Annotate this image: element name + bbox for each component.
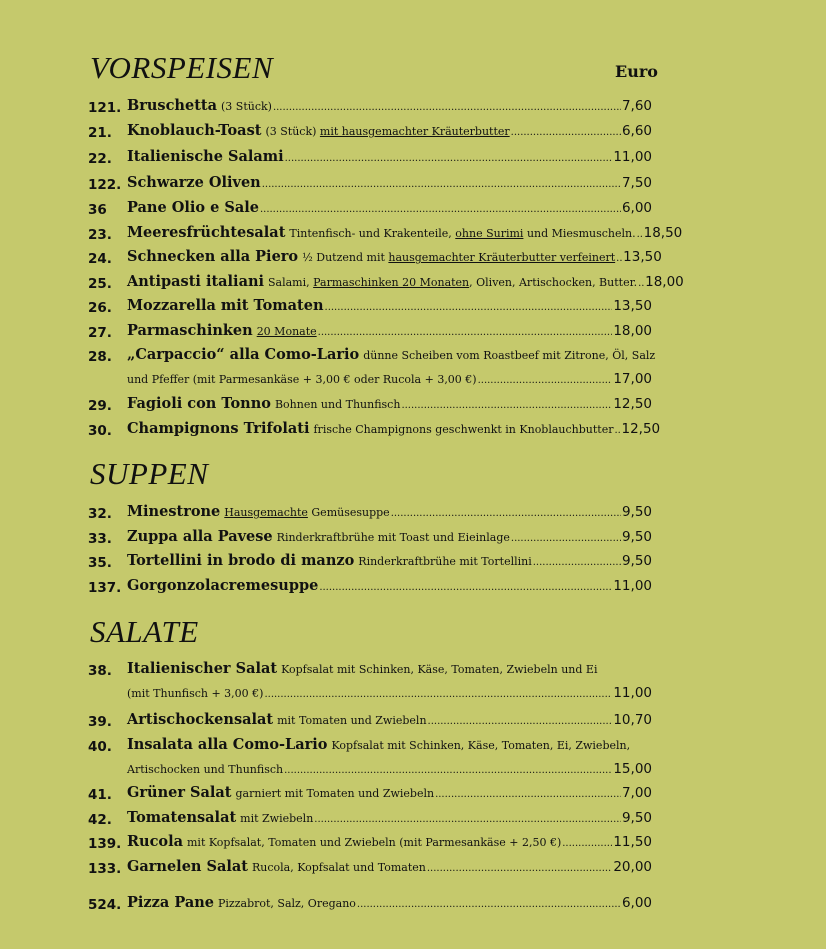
- item-price: 10,70: [613, 712, 652, 728]
- item-description: [331, 739, 630, 752]
- section-title-vorspeisen: VORSPEISEN: [90, 50, 274, 85]
- item-description: [313, 423, 613, 436]
- leader-dots: [314, 814, 621, 825]
- item-description-highlight: mit hausgemachter Kräuterbutter: [319, 125, 510, 138]
- menu-item: [88, 420, 661, 442]
- item-price: 17,00: [613, 371, 652, 387]
- item-number: 121.: [88, 100, 122, 116]
- leader-dots: [357, 899, 621, 910]
- item-number: 21.: [88, 125, 112, 141]
- leader-dots: [273, 102, 621, 113]
- item-line: [127, 833, 652, 850]
- item-line: [127, 371, 652, 387]
- item-description: [240, 812, 313, 825]
- item-name: Bruschetta: [127, 97, 217, 114]
- menu-item: [88, 784, 652, 806]
- item-description-highlight: Parmaschinken 20 Monaten: [313, 276, 470, 289]
- item-line: [127, 577, 652, 594]
- item-line: [127, 552, 652, 569]
- menu-item: [88, 552, 652, 574]
- menu-item: [88, 273, 684, 295]
- menu-item: [88, 224, 683, 246]
- item-line: [127, 148, 652, 165]
- item-price: 9,50: [621, 553, 652, 569]
- item-line: [127, 199, 652, 216]
- leader-dots: [260, 204, 621, 215]
- item-name: Zuppa alla Pavese: [127, 528, 273, 545]
- menu-item: [88, 809, 652, 831]
- item-description-highlight: ohne Surimi: [455, 227, 524, 240]
- item-description-highlight: Hausgemachte: [224, 506, 308, 519]
- leader-dots: [533, 557, 621, 568]
- menu-item: [88, 174, 652, 196]
- item-price: 20,00: [613, 859, 652, 875]
- item-number: 23.: [88, 227, 112, 243]
- item-description-text: Kopfsalat mit Schinken, Käse, Tomaten, Ei, Zwiebeln,: [331, 739, 631, 752]
- leader-dots: [318, 327, 613, 338]
- item-description-text: garniert mit Tomaten und Zwiebeln: [235, 787, 435, 800]
- leader-dots: [319, 582, 612, 593]
- item-name: Schwarze Oliven: [127, 174, 261, 191]
- item-description: [218, 897, 356, 910]
- item-description-text: Salami,: [268, 276, 310, 289]
- menu-item-continuation: [88, 685, 652, 707]
- item-name: Tomatensalat: [127, 809, 237, 826]
- item-description-text: Gemüsesuppe: [311, 506, 390, 519]
- item-price: 15,00: [613, 761, 652, 777]
- item-line: [127, 297, 652, 314]
- item-description: [363, 349, 655, 362]
- leader-dots: [637, 229, 643, 240]
- item-description: [277, 531, 510, 544]
- item-number: 24.: [88, 251, 112, 267]
- item-description-text: dünne Scheiben vom Roastbeef mit Zitrone, Öl, Salz: [363, 349, 656, 362]
- item-description-text: Bohnen und Thunfisch: [274, 398, 401, 411]
- menu-item: [88, 346, 656, 368]
- menu-item: [88, 297, 652, 319]
- leader-dots: [401, 400, 612, 411]
- item-number: 38.: [88, 663, 112, 679]
- item-price: 7,60: [621, 98, 652, 114]
- item-price: 7,50: [621, 175, 652, 191]
- leader-dots: [264, 689, 612, 700]
- item-line: [127, 736, 652, 753]
- item-line: [127, 322, 652, 339]
- leader-dots: [478, 375, 613, 386]
- item-description-text: Tintenfisch- und Krakenteile,: [289, 227, 452, 240]
- item-number: 524.: [88, 897, 122, 913]
- menu-item-continuation: [88, 371, 652, 393]
- item-description-text: ½ Dutzend mit: [302, 251, 385, 264]
- menu-item: [88, 248, 662, 270]
- item-name: Rucola: [127, 833, 183, 850]
- item-number: 28.: [88, 349, 112, 365]
- item-name: Meeresfrüchtesalat: [127, 224, 286, 241]
- item-name: Minestrone: [127, 503, 221, 520]
- item-description-text: (3 Stück): [265, 125, 317, 138]
- menu-item: [88, 528, 652, 550]
- item-description-continued: Artischocken und Thunfisch: [127, 763, 284, 776]
- item-description-text: , Oliven, Artischocken, Butter.: [469, 276, 638, 289]
- item-price: 11,00: [613, 149, 652, 165]
- item-price: 9,50: [621, 529, 652, 545]
- item-description: [224, 506, 389, 519]
- item-number: 22.: [88, 151, 112, 167]
- item-number: 40.: [88, 739, 112, 755]
- menu-item: [88, 833, 652, 855]
- item-name: Parmaschinken: [127, 322, 253, 339]
- item-line: [127, 273, 684, 290]
- item-line: [127, 858, 652, 875]
- item-description-text: Rinderkraftbrühe mit Tortellini: [358, 555, 532, 568]
- item-description: [221, 100, 272, 113]
- leader-dots: [616, 253, 622, 264]
- item-description-highlight: 20 Monate: [256, 325, 317, 338]
- item-price: 11,00: [613, 685, 652, 701]
- leader-dots: [284, 765, 612, 776]
- item-description: [289, 227, 635, 240]
- item-line: [127, 97, 652, 114]
- leader-dots: [562, 838, 612, 849]
- item-name: Pane Olio e Sale: [127, 199, 259, 216]
- item-description-text: Rucola, Kopfsalat und Tomaten: [251, 861, 426, 874]
- item-description: [281, 663, 597, 676]
- leader-dots: [262, 179, 621, 190]
- item-description: [302, 251, 615, 264]
- leader-dots: [615, 425, 621, 436]
- menu-item: [88, 322, 652, 344]
- item-line: [127, 395, 652, 412]
- item-number: 137.: [88, 580, 122, 596]
- item-name: Gorgonzolacremesuppe: [127, 577, 319, 594]
- item-description-text: mit Tomaten und Zwiebeln: [277, 714, 427, 727]
- item-name: Italienischer Salat: [127, 660, 278, 677]
- item-price: 11,00: [613, 578, 652, 594]
- menu-item: [88, 97, 652, 119]
- item-name: Knoblauch-Toast: [127, 122, 262, 139]
- item-line: [127, 784, 652, 801]
- item-description: [236, 787, 435, 800]
- item-description-highlight: hausgemachter Kräuterbutter verfeinert: [388, 251, 616, 264]
- item-name: Tortellini in brodo di manzo: [127, 552, 355, 569]
- item-line: [127, 174, 652, 191]
- item-price: 18,00: [645, 274, 684, 290]
- item-line: [127, 122, 652, 139]
- item-price: 13,50: [613, 298, 652, 314]
- menu-item: [88, 122, 652, 144]
- item-number: 133.: [88, 861, 122, 877]
- item-description-text: mit Kopfsalat, Tomaten und Zwiebeln (mit Parmesankäse + 2,50 €): [187, 836, 562, 849]
- item-description-text: und Miesmuscheln.: [526, 227, 636, 240]
- item-name: „Carpaccio“ alla Como-Lario: [127, 346, 360, 363]
- item-line: [127, 528, 652, 545]
- item-price: 9,50: [621, 810, 652, 826]
- item-price: 18,00: [613, 323, 652, 339]
- menu-item: [88, 148, 652, 170]
- item-number: 39.: [88, 714, 112, 730]
- item-price: 18,50: [643, 225, 683, 241]
- leader-dots: [511, 127, 621, 138]
- leader-dots: [391, 508, 621, 519]
- item-line: [127, 685, 652, 701]
- item-number: 32.: [88, 506, 112, 522]
- menu-item: [88, 736, 652, 758]
- item-number: 36: [88, 202, 107, 218]
- section-title-suppen: SUPPEN: [90, 456, 209, 491]
- item-name: Italienische Salami: [127, 148, 284, 165]
- menu-item: [88, 503, 652, 525]
- menu-item: [88, 894, 652, 916]
- item-description: [265, 125, 509, 138]
- item-price: 6,00: [621, 200, 652, 216]
- item-price: 13,50: [623, 249, 662, 265]
- item-name: Pizza Pane: [127, 894, 214, 911]
- item-price: 9,50: [621, 504, 652, 520]
- item-line: [127, 346, 656, 363]
- currency-label: Euro: [615, 62, 658, 81]
- item-name: Antipasti italiani: [127, 273, 265, 290]
- item-line: [127, 420, 661, 437]
- item-description-text: (3 Stück): [221, 100, 272, 113]
- item-number: 122.: [88, 177, 122, 193]
- menu-item: [88, 395, 652, 417]
- item-price: 6,00: [621, 895, 652, 911]
- item-description: [358, 555, 531, 568]
- item-price: 12,50: [613, 396, 652, 412]
- section-title-salate: SALATE: [90, 614, 199, 649]
- leader-dots: [325, 302, 613, 313]
- item-number: 30.: [88, 423, 112, 439]
- item-line: [127, 809, 652, 826]
- item-name: Garnelen Salat: [127, 858, 248, 875]
- item-line: [127, 894, 652, 911]
- item-price: 11,50: [613, 834, 652, 850]
- item-description: [275, 398, 401, 411]
- item-name: Fagioli con Tonno: [127, 395, 271, 412]
- item-price: 12,50: [621, 421, 661, 437]
- item-description-text: frische Champignons geschwenkt in Knoblauchbutter: [313, 423, 614, 436]
- menu-item: [88, 711, 652, 733]
- item-name: Schnecken alla Piero: [127, 248, 299, 265]
- item-price: 6,60: [621, 123, 652, 139]
- menu-item: [88, 577, 652, 599]
- item-name: Mozzarella mit Tomaten: [127, 297, 324, 314]
- item-number: 35.: [88, 555, 112, 571]
- item-number: 25.: [88, 276, 112, 292]
- leader-dots: [428, 716, 613, 727]
- item-description-continued: und Pfeffer (mit Parmesankäse + 3,00 € oder Rucola + 3,00 €): [127, 373, 477, 386]
- menu-item: [88, 199, 652, 221]
- item-name: Artischockensalat: [127, 711, 274, 728]
- item-number: 42.: [88, 812, 112, 828]
- leader-dots: [511, 533, 621, 544]
- item-name: Champignons Trifolati: [127, 420, 310, 437]
- item-description-text: Rinderkraftbrühe mit Toast und Eieinlage: [276, 531, 510, 544]
- item-description: [277, 714, 426, 727]
- item-description: [268, 276, 637, 289]
- leader-dots: [285, 153, 613, 164]
- item-description: [252, 861, 426, 874]
- item-line: [127, 761, 652, 777]
- item-number: 33.: [88, 531, 112, 547]
- menu-item: [88, 858, 652, 880]
- item-number: 41.: [88, 787, 112, 803]
- leader-dots: [427, 863, 612, 874]
- item-description: [187, 836, 561, 849]
- item-name: Insalata alla Como-Lario: [127, 736, 328, 753]
- item-number: 27.: [88, 325, 112, 341]
- item-number: 139.: [88, 836, 122, 852]
- item-line: [127, 224, 683, 241]
- item-description: [257, 325, 317, 338]
- leader-dots: [435, 789, 621, 800]
- item-line: [127, 711, 652, 728]
- item-number: 29.: [88, 398, 112, 414]
- item-number: 26.: [88, 300, 112, 316]
- item-description-text: Kopfsalat mit Schinken, Käse, Tomaten, Zwiebeln und Ei: [281, 663, 598, 676]
- item-line: [127, 503, 652, 520]
- item-line: [127, 660, 652, 677]
- item-line: [127, 248, 662, 265]
- item-description-continued: (mit Thunfisch + 3,00 €): [127, 687, 264, 700]
- menu-item-continuation: [88, 761, 652, 783]
- menu-item: [88, 660, 652, 682]
- item-description-text: mit Zwiebeln: [240, 812, 314, 825]
- leader-dots: [638, 278, 644, 289]
- item-name: Grüner Salat: [127, 784, 232, 801]
- item-description-text: Pizzabrot, Salz, Oregano: [218, 897, 356, 910]
- item-price: 7,00: [621, 785, 652, 801]
